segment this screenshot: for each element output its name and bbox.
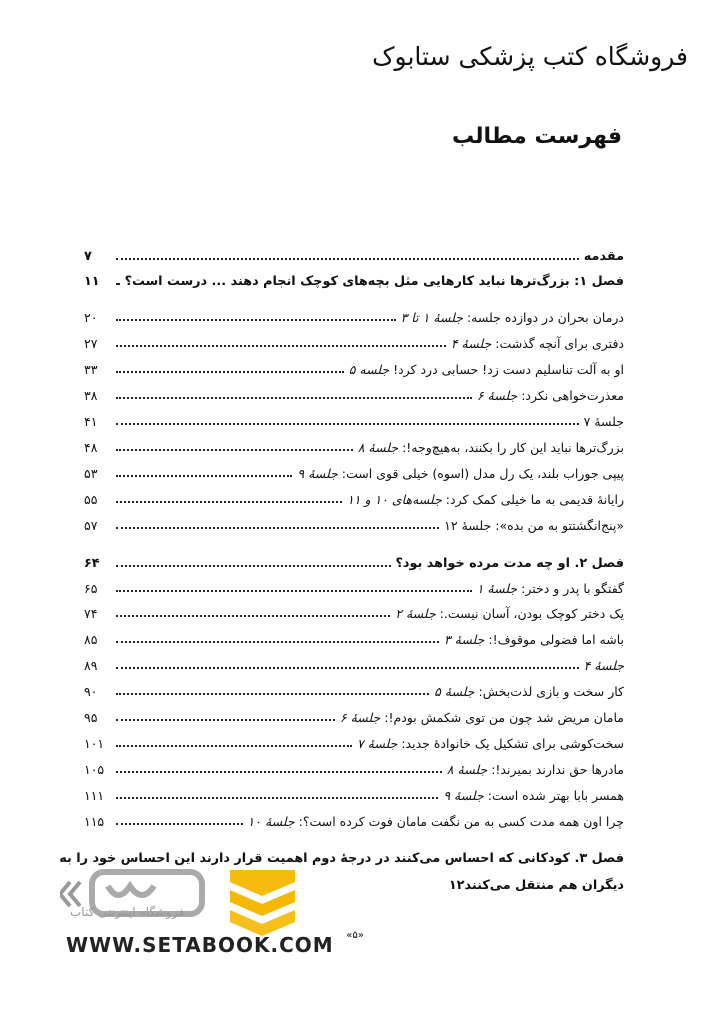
dot-leader bbox=[116, 667, 579, 669]
toc-entry[interactable] bbox=[84, 576, 624, 600]
dot-leader bbox=[116, 590, 472, 592]
toc-entry-title: رایانهٔ قدیمی به ما خیلی کمک کرد: جلسه‌های ۱۰ و ۱۱ bbox=[347, 491, 624, 507]
table-of-contents bbox=[59, 244, 624, 898]
dot-leader bbox=[116, 397, 472, 399]
toc-entry[interactable] bbox=[84, 782, 624, 808]
toc-entry[interactable] bbox=[84, 486, 624, 512]
toc-entry[interactable] bbox=[84, 600, 624, 626]
toc-entry-title-continued: دیگران هم منتقل می‌کنند bbox=[464, 877, 624, 893]
toc-page-number: ۹۰ bbox=[84, 683, 98, 699]
toc-page-number: ۲۷ bbox=[84, 335, 98, 351]
toc-entry-title: «پنج‌انگشتتو به من بده»: جلسهٔ ۱۲ bbox=[444, 517, 624, 533]
toc-entry-title: کار سخت و بازی لذت‌بخش: جلسهٔ ۵ bbox=[434, 683, 624, 699]
toc-entry-title: فصل ۳. کودکانی که احساس می‌کنند در درجهٔ دوم اهمیت قرار دارند این احساس خود را به bbox=[59, 851, 624, 866]
toc-page-number: ۴۸ bbox=[84, 439, 98, 455]
dot-leader bbox=[116, 565, 391, 567]
toc-page-number: ۲۰ bbox=[84, 309, 98, 325]
toc-entry[interactable] bbox=[84, 304, 624, 330]
toc-entry-title: فصل ۱: بزرگ‌ترها نباید کارهایی مثل بچه‌های کوچک انجام دهند ... درست است؟ bbox=[124, 273, 624, 289]
toc-entry-title: باشه اما فضولی موقوف!: جلسهٔ ۳ bbox=[443, 631, 624, 647]
dot-leader bbox=[116, 475, 292, 477]
toc-entry-title: جلسهٔ ۷ bbox=[583, 413, 624, 429]
toc-entry-title: سخت‌کوشی برای تشکیل یک خانوادهٔ جدید: جلسهٔ ۷ bbox=[356, 735, 624, 751]
toc-entry-title: چرا اون همه مدت کسی به من نگفت مامان فوت کرده است؟: جلسهٔ ۱۰ bbox=[247, 813, 624, 829]
dot-leader bbox=[116, 823, 243, 825]
toc-entry[interactable] bbox=[84, 626, 624, 652]
dot-leader bbox=[116, 449, 353, 451]
toc-page-number: ۶۴ bbox=[84, 555, 100, 571]
dot-leader bbox=[116, 345, 446, 347]
site-header-title: فروشگاه کتب پزشکی ستابوک bbox=[372, 42, 688, 71]
toc-entry-title: فصل ۲. او چه مدت مرده خواهد بود؟ bbox=[395, 555, 624, 571]
toc-entry-title: یک دختر کوچک بودن، آسان نیست.: جلسهٔ ۲ bbox=[395, 605, 624, 621]
toc-page-number: ۳۸ bbox=[84, 387, 98, 403]
toc-entry[interactable] bbox=[84, 730, 624, 756]
toc-entry[interactable] bbox=[84, 678, 624, 704]
toc-page-number: ۵۵ bbox=[84, 491, 98, 507]
toc-page-number: ۱۱۱ bbox=[84, 787, 105, 803]
toc-entry-title: جلسهٔ ۴ bbox=[583, 657, 624, 673]
dot-leader bbox=[116, 423, 579, 425]
toc-entry[interactable] bbox=[84, 808, 624, 834]
toc-entry-title: مامان مریض شد چون من توی شکمش بودم!: جلسهٔ ۶ bbox=[339, 709, 624, 725]
toc-page-number: ۱۱۵ bbox=[84, 813, 105, 829]
toc-title: فهرست مطالب bbox=[451, 124, 622, 149]
toc-entry[interactable] bbox=[84, 356, 624, 382]
dot-leader bbox=[116, 283, 120, 285]
toc-page-number: ۵۳ bbox=[84, 465, 98, 481]
toc-entry[interactable] bbox=[84, 704, 624, 730]
toc-entry-title: پیپی جوراب بلند، یک رل مدل (اسوه) خیلی قوی است: جلسهٔ ۹ bbox=[297, 465, 624, 481]
dot-leader bbox=[116, 371, 344, 373]
dot-leader bbox=[116, 527, 439, 529]
dot-leader bbox=[116, 615, 390, 617]
toc-entry-title: مقدمه bbox=[583, 248, 624, 264]
toc-entry-title: همسر بابا بهتر شده است: جلسهٔ ۹ bbox=[443, 787, 624, 803]
dot-leader bbox=[116, 319, 396, 321]
page-number: «۵» bbox=[346, 930, 364, 941]
toc-chapter-1[interactable] bbox=[84, 268, 624, 294]
watermark-url[interactable]: WWW.SETABOOK.COM bbox=[66, 933, 334, 957]
dot-leader bbox=[116, 641, 439, 643]
toc-page-number: ۱۱ bbox=[84, 273, 100, 289]
toc-entry[interactable] bbox=[84, 652, 624, 678]
dot-leader bbox=[116, 797, 438, 799]
toc-entry-title: مادرها حق ندارند بمیرند!: جلسهٔ ۸ bbox=[446, 761, 624, 777]
toc-page-number: ۷ bbox=[84, 248, 92, 264]
toc-entry-title: بزرگ‌ترها نباید این کار را بکنند، به‌هیچ‌وجه!: جلسهٔ ۸ bbox=[357, 439, 624, 455]
toc-page-number: ۱۰۱ bbox=[84, 735, 105, 751]
toc-entry[interactable] bbox=[84, 408, 624, 434]
toc-page-number: ۱۰۵ bbox=[84, 761, 105, 777]
toc-page-number: ۹۵ bbox=[84, 709, 98, 725]
dot-leader bbox=[116, 501, 342, 503]
toc-page-number: ۸۵ bbox=[84, 631, 98, 647]
dot-leader bbox=[116, 771, 442, 773]
toc-entry[interactable] bbox=[84, 460, 624, 486]
toc-page-number: ۳۳ bbox=[84, 361, 98, 377]
toc-entry[interactable] bbox=[84, 330, 624, 356]
toc-entry-title: درمان بحران در دوازده جلسه: جلسهٔ ۱ تا ۳ bbox=[400, 309, 624, 325]
toc-entry-title: دفتری برای آنچه گذشت: جلسهٔ ۴ bbox=[450, 335, 624, 351]
watermark-subtitle: فروشگاه اینترنتی کتاب bbox=[70, 905, 185, 919]
toc-page-number: ۵۷ bbox=[84, 517, 98, 533]
toc-entry-title: گفتگو با پدر و دختر: جلسهٔ ۱ bbox=[476, 580, 624, 596]
dot-leader bbox=[116, 693, 429, 695]
toc-entry-title: او به آلت تناسلیم دست زد! حسابی درد کرد! جلسه ۵ bbox=[348, 361, 624, 377]
toc-chapter-2[interactable] bbox=[84, 550, 624, 576]
dot-leader bbox=[116, 258, 579, 260]
dot-leader bbox=[116, 719, 335, 721]
toc-page-number: ۸۹ bbox=[84, 657, 98, 673]
toc-entry[interactable] bbox=[84, 756, 624, 782]
toc-page-number: ۱۲ bbox=[448, 877, 465, 893]
toc-entry-intro[interactable] bbox=[84, 244, 624, 268]
toc-entry[interactable] bbox=[84, 382, 624, 408]
dot-leader bbox=[116, 745, 352, 747]
toc-entry[interactable] bbox=[84, 434, 624, 460]
toc-entry-title: معذرت‌خواهی نکرد: جلسهٔ ۶ bbox=[476, 387, 624, 403]
toc-entry[interactable] bbox=[84, 512, 624, 538]
toc-page-number: ۶۵ bbox=[84, 580, 98, 596]
toc-page-number: ۴۱ bbox=[84, 413, 98, 429]
toc-page-number: ۷۴ bbox=[84, 605, 98, 621]
